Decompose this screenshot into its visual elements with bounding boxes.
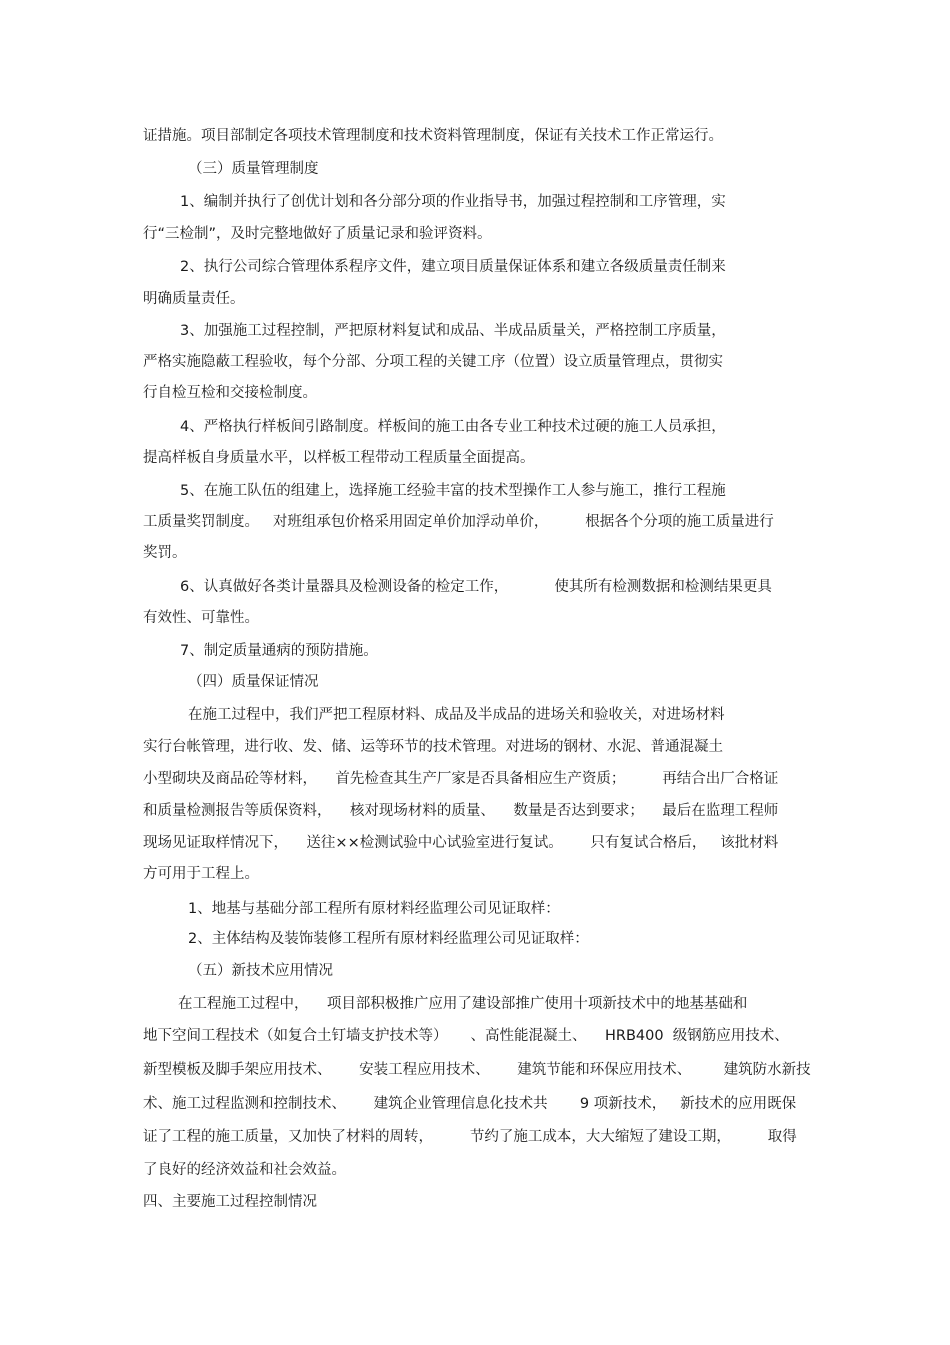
text-line: 2、主体结构及装饰装修工程所有原材料经监理公司见证取样： [188,931,589,947]
text-line: 奖罚。 [143,545,187,561]
text-line: 在工程施工过程中， 项目部积极推广应用了建设部推广使用十项新技术中的地基基础和 [178,996,748,1012]
text-line: 在施工过程中，我们严把工程原材料、成品及半成品的进场关和验收关，对进场材料 [188,707,725,723]
text-line: 5、在施工队伍的组建上，选择施工经验丰富的技术型操作工人参与施工，推行工程施 [180,483,726,499]
section-heading: （三）质量管理制度 [188,161,319,177]
text-line: 明确质量责任。 [143,291,245,307]
text-line: 严格实施隐蔽工程验收，每个分部、分项工程的关键工序（位置）设立质量管理点，贯彻实 [143,354,723,370]
text-line: 行“三检制”，及时完整地做好了质量记录和验评资料。 [143,226,492,242]
text-line: 证措施。项目部制定各项技术管理制度和技术资料管理制度，保证有关技术工作正常运行。 [143,128,723,144]
text-line: 提高样板自身质量水平，以样板工程带动工程质量全面提高。 [143,450,535,466]
text-line: 方可用于工程上。 [143,866,259,882]
text-line: 和质量检测报告等质保资料， 核对现场材料的质量、 数量是否达到要求； 最后在监理工程师 [143,803,779,819]
text-line: 1、地基与基础分部工程所有原材料经监理公司见证取样： [188,901,560,917]
text-line: 证了工程的施工质量，又加快了材料的周转， 节约了施工成本，大大缩短了建设工期， 取得 [143,1129,797,1145]
text-line: 现场见证取样情况下， 送往××检测试验中心试验室进行复试。 只有复试合格后， 该批材料 [143,835,779,851]
text-line: 3、加强施工过程控制，严把原材料复试和成品、半成品质量关，严格控制工序质量， [180,323,726,339]
text-line: 行自检互检和交接检制度。 [143,385,317,401]
text-line: 实行台帐管理，进行收、发、储、运等环节的技术管理。对进场的钢材、水泥、普通混凝土 [143,739,723,755]
section-heading: （五）新技术应用情况 [188,963,333,979]
text-line: 地下空间工程技术（如复合土钉墙支护技术等） 、高性能混凝土、 HRB400 级钢筋应用技术、 [143,1028,789,1044]
text-line: 1、编制并执行了创优计划和各分部分项的作业指导书，加强过程控制和工序管理，实 [180,194,726,210]
section-heading: （四）质量保证情况 [188,674,319,690]
text-line: 新型模板及脚手架应用技术、 安装工程应用技术、 建筑节能和环保应用技术、 建筑防水新技 [143,1062,811,1078]
text-line: 小型砌块及商品砼等材料， 首先检查其生产厂家是否具备相应生产资质； 再结合出厂合格证 [143,771,779,787]
text-line: 了良好的经济效益和社会效益。 [143,1162,346,1178]
text-line: 工质量奖罚制度。 对班组承包价格采用固定单价加浮动单价， 根据各个分项的施工质量进行 [143,514,774,530]
text-line: 术、施工过程监测和控制技术、 建筑企业管理信息化技术共 9 项新技术， 新技术的应用既保 [143,1096,797,1112]
text-line: 2、执行公司综合管理体系程序文件，建立项目质量保证体系和建立各级质量责任制来 [180,259,726,275]
text-line: 4、严格执行样板间引路制度。样板间的施工由各专业工种技术过硬的施工人员承担， [180,419,726,435]
text-line: 7、制定质量通病的预防措施。 [180,643,378,659]
section-heading: 四、主要施工过程控制情况 [143,1194,317,1210]
text-line: 有效性、可靠性。 [143,610,259,626]
text-line: 6、认真做好各类计量器具及检测设备的检定工作， 使其所有检测数据和检测结果更具 [180,579,772,595]
